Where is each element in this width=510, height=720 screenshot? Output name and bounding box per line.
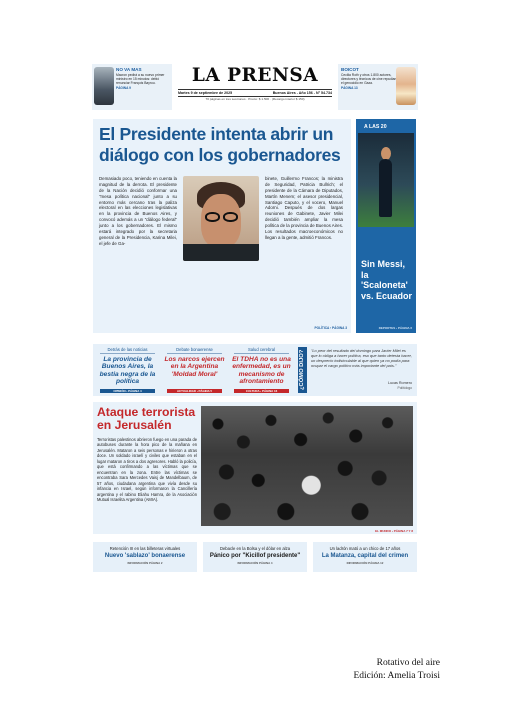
right-teaser-page: PÁGINA 13: [341, 86, 358, 91]
crowd-photo: [201, 406, 413, 526]
quote-author: Lucas Romero: [388, 381, 412, 385]
sports-box: [356, 119, 416, 333]
bottom-teaser: [93, 542, 197, 572]
opinion-band: [93, 344, 417, 396]
opinion-item: [96, 347, 159, 393]
opinion-page: CULTURA › PÁGINA 16: [234, 389, 289, 393]
sports-photo: [358, 133, 414, 227]
quote-box: [298, 347, 414, 393]
caption-editor: Edición: Amelia Troisi: [353, 670, 440, 681]
sports-tag: A LAS 20: [364, 124, 387, 130]
masthead-date: Martes 9 de septiembre de 2025: [178, 91, 233, 95]
quote-text: "Lo peor del resultado del domingo para Javier Milei es que lo obliga a hacer política, eso que tanto detesta hacer, un desprecio indisimulable al que quien ya no podía para ocupar el cargo político más importante del país.": [311, 348, 412, 368]
opinion-page: ACTUALIDAD › PÁGINA 5: [167, 389, 222, 393]
bottom-teaser-kicker: Retención III en las billeteras virtuales: [109, 546, 181, 551]
bottom-teaser-page: INFORMACIÓN PÁGINA 4: [237, 561, 273, 565]
masthead-info: 70 páginas en tres secciones · Precio: $ 1.500 · (Recargo interior $ 150): [205, 97, 305, 101]
quote-source: Politólogo: [397, 386, 412, 390]
opinion-item: [163, 347, 226, 393]
bottom-teaser-headline: La Matanza, capital del crimen: [321, 553, 409, 559]
bottom-teaser-page: INFORMACIÓN PÁGINA 12: [346, 561, 384, 565]
bottom-teaser-headline: Nuevo 'sablazo' bonaerense: [104, 553, 186, 559]
newspaper-front-page: [90, 62, 420, 565]
left-teaser-box: [92, 64, 172, 110]
document-caption: [353, 657, 440, 682]
bottom-teaser-kicker: Debacle en la Bolsa y el dólar en alza: [219, 546, 291, 551]
main-story-column-2: binete, Guillermo Francos; la ministra de Seguridad, Patricia Bullrich; el presidente de la Cámara de Diputados, Martín Menem; el asesor presidencial, Santiago Caputo, y el vocero, Manuel Adorni. Después de dos largas reuniones de Gabinete, Javier Milei decidió también ampliar la mesa política de la provincia de Buenos Aires. Los resultados macroeconómicos no llegan a la gente, admitió Francos.: [265, 176, 343, 240]
right-teaser-photo: [396, 67, 416, 105]
sports-headline: Sin Messi, la 'Scaloneta' vs. Ecuador: [361, 259, 413, 301]
main-story-credit: POLÍTICA › PÁGINA 3: [314, 326, 347, 330]
terror-credit: EL MUNDO › PÁGINA 7 Y 8: [375, 529, 413, 533]
opinion-kicker: Detrás de las noticias: [100, 347, 155, 354]
left-teaser-body: Macron pedirá a su nuevo primer ministro en 15 minutos: debió renunciar François Bayrou.: [116, 73, 165, 86]
opinion-headline: La provincia de Buenos Aires, la bestia negra de la política: [99, 356, 156, 386]
right-teaser-box: [338, 64, 418, 110]
main-story-column-1: Demasiado poco, teniendo en cuenta la magnitud de la derrota. El presidente de la Nación decidió conformar una "mesa política nacional" junto a su entorno más cercano tras la paliza electoral en las elecciones legislativas en la provincia de Buenos Aires, y convocó además a un "diálogo federal" junto a los gobernadores. El mismo estará integrado por la secretaria general de la Presidencia, Karina Milei, el jefe de Ga-: [99, 176, 177, 246]
opinion-headline: El TDHA no es una enfermedad, es un mecanismo de afrontamiento: [232, 356, 291, 386]
masthead-title: LA PRENSA: [191, 65, 319, 86]
opinion-page: OPINIÓN › PÁGINA 4: [100, 389, 155, 393]
bottom-teaser: [313, 542, 417, 572]
caption-program: Rotativo del aire: [376, 658, 440, 668]
bottom-teaser-headline: Pánico por "Kicillof presidente": [209, 553, 301, 559]
quote-tag: ¿CÓMO DIJO?: [298, 347, 307, 393]
right-teaser-body: Cecilia Roth y otros 1.800 actores, directores y técnicos de cine repudian el genocidio en Gaza.: [341, 73, 397, 86]
main-headline: El Presidente intenta abrir un diálogo con los gobernadores: [99, 124, 341, 165]
left-teaser-kicker: NO VA MAS: [116, 67, 142, 72]
newspaper-header: [92, 64, 418, 112]
right-teaser-kicker: BOICOT: [341, 67, 359, 72]
left-teaser-photo: [94, 67, 114, 105]
president-photo: [183, 176, 259, 261]
bottom-teasers: [93, 542, 417, 572]
bottom-teaser-page: INFORMACIÓN PÁGINA 2: [127, 561, 163, 565]
opinion-kicker: Debate bonaerense: [167, 347, 222, 354]
opinion-item: [230, 347, 293, 393]
opinion-kicker: Salud cerebral: [234, 347, 289, 354]
terror-body: Terroristas palestinos abrieron fuego en una parada de autobuses durante la hora pico de la mañana en Jerusalén. Mataron a seis personas e hirieron a otras doce. Un soldado israelí y civiles que estaban en el lugar mataron a tiros a dos agresores. Habló la policía, que está confirmando a las víctimas que se encuentran en la zona. Entre las víctimas se encontraba Sara Mercedes Vaisj de Mandelbaum, de 57 años, ciudadana argentina que vivía desde su infancia en Israel, según informaron la Cancillería argentina y el rabino Eliahu Hamra, de la Asociación Mutual Israelita Argentina (AMIA).: [97, 437, 197, 503]
terror-story: [93, 402, 417, 534]
main-story: [93, 119, 351, 333]
left-teaser-page: PÁGINA 9: [116, 86, 131, 91]
dateline: [178, 89, 332, 97]
terror-headline: Ataque terrorista en Jerusalén: [97, 405, 196, 433]
masthead-edition: Buenos Aires - Año 156 - N° 54.734: [272, 91, 332, 95]
sports-credit: DEPORTES › PÁGINA 6: [378, 326, 412, 330]
bottom-teaser: [203, 542, 307, 572]
bottom-teaser-kicker: Un ladrón mató a un chico de 17 años: [329, 546, 401, 551]
opinion-headline: Los narcos ejercen en la Argentina 'Moldad Moral': [164, 356, 225, 378]
